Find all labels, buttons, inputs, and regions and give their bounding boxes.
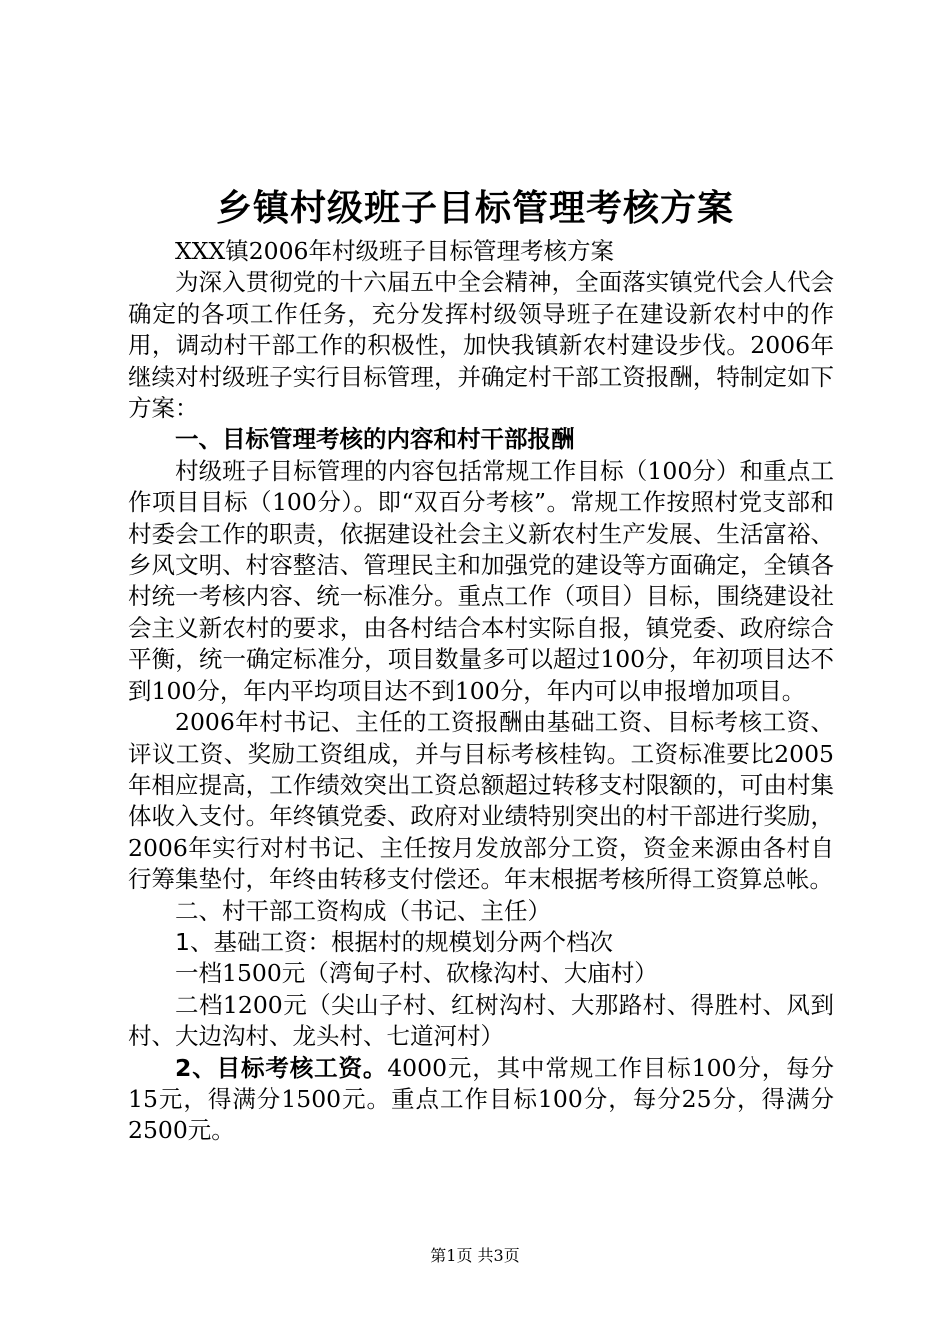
section2-item2-paragraph (128, 1053, 834, 1147)
section2-item1-heading: 1、基础工资：根据村的规模划分两个档次 (175, 927, 613, 956)
document-subtitle: XXX镇2006年村级班子目标管理考核方案 (175, 237, 614, 265)
section1-heading: 一、目标管理考核的内容和村干部报酬 (175, 425, 575, 454)
section1-paragraph-2: 2006年村书记、主任的工资报酬由基础工资、目标考核工资、评议工资、奖励工资组成，并与目标考核桂钩。工资标准要比2005年相应提高，工作绩效突出工资总额超过转移支村限额的，可由村集体收入支付。年终镇党委、政府对业绩特别突出的村干部进行奖励，2006年实行对村书记、主任按月发放部分工资，资金来源由各村自行筹集垫付，年终由转移支付偿还。年末根据考核所得工资算总帐。 (128, 708, 834, 894)
section2-item2-lead: 2、目标考核工资。 (175, 1053, 388, 1082)
section2-item1-tier2: 二档1200元（尖山子村、红树沟村、大那路村、得胜村、风到村、大边沟村、龙头村、七道河村） (128, 990, 834, 1051)
section2-item1-tier1: 一档1500元（湾甸子村、砍椽沟村、大庙村） (175, 959, 658, 988)
section1-paragraph-1: 村级班子目标管理的内容包括常规工作目标（100分）和重点工作项目目标（100分）。即“双百分考核”。常规工作按照村党支部和村委会工作的职责，依据建设社会主义新农村生产发展、生活富裕、乡风文明、村容整洁、管理民主和加强党的建设等方面确定，全镇各村统一考核内容、统一标准分。重点工作（项目）目标，围绕建设社会主义新农村的要求，由各村结合本村实际自报，镇党委、政府综合平衡，统一确定标准分，项目数量多可以超过100分，年初项目达不到100分，年内平均项目达不到100分，年内可以申报增加项目。 (128, 456, 834, 705)
page-footer: 第1页 共3页 (430, 1246, 520, 1265)
document-title: 乡镇村级班子目标管理考核方案 (215, 188, 734, 229)
document-body (128, 236, 834, 1147)
section2-item2-text: 4000元，其中常规工作目标100分，每分15元，得满分1500元。重点工作目标100分，每分25分，得满分2500元。 (128, 1053, 834, 1145)
section2-heading: 二、村干部工资构成（书记、主任） (175, 896, 551, 925)
intro-paragraph: 为深入贯彻党的十六届五中全会精神，全面落实镇党代会人代会确定的各项工作任务，充分发挥村级领导班子在建设新农村中的作用，调动村干部工作的积极性，加快我镇新农村建设步伐。2006年继续对村级班子实行目标管理，并确定村干部工资报酬，特制定如下方案： (128, 268, 834, 423)
